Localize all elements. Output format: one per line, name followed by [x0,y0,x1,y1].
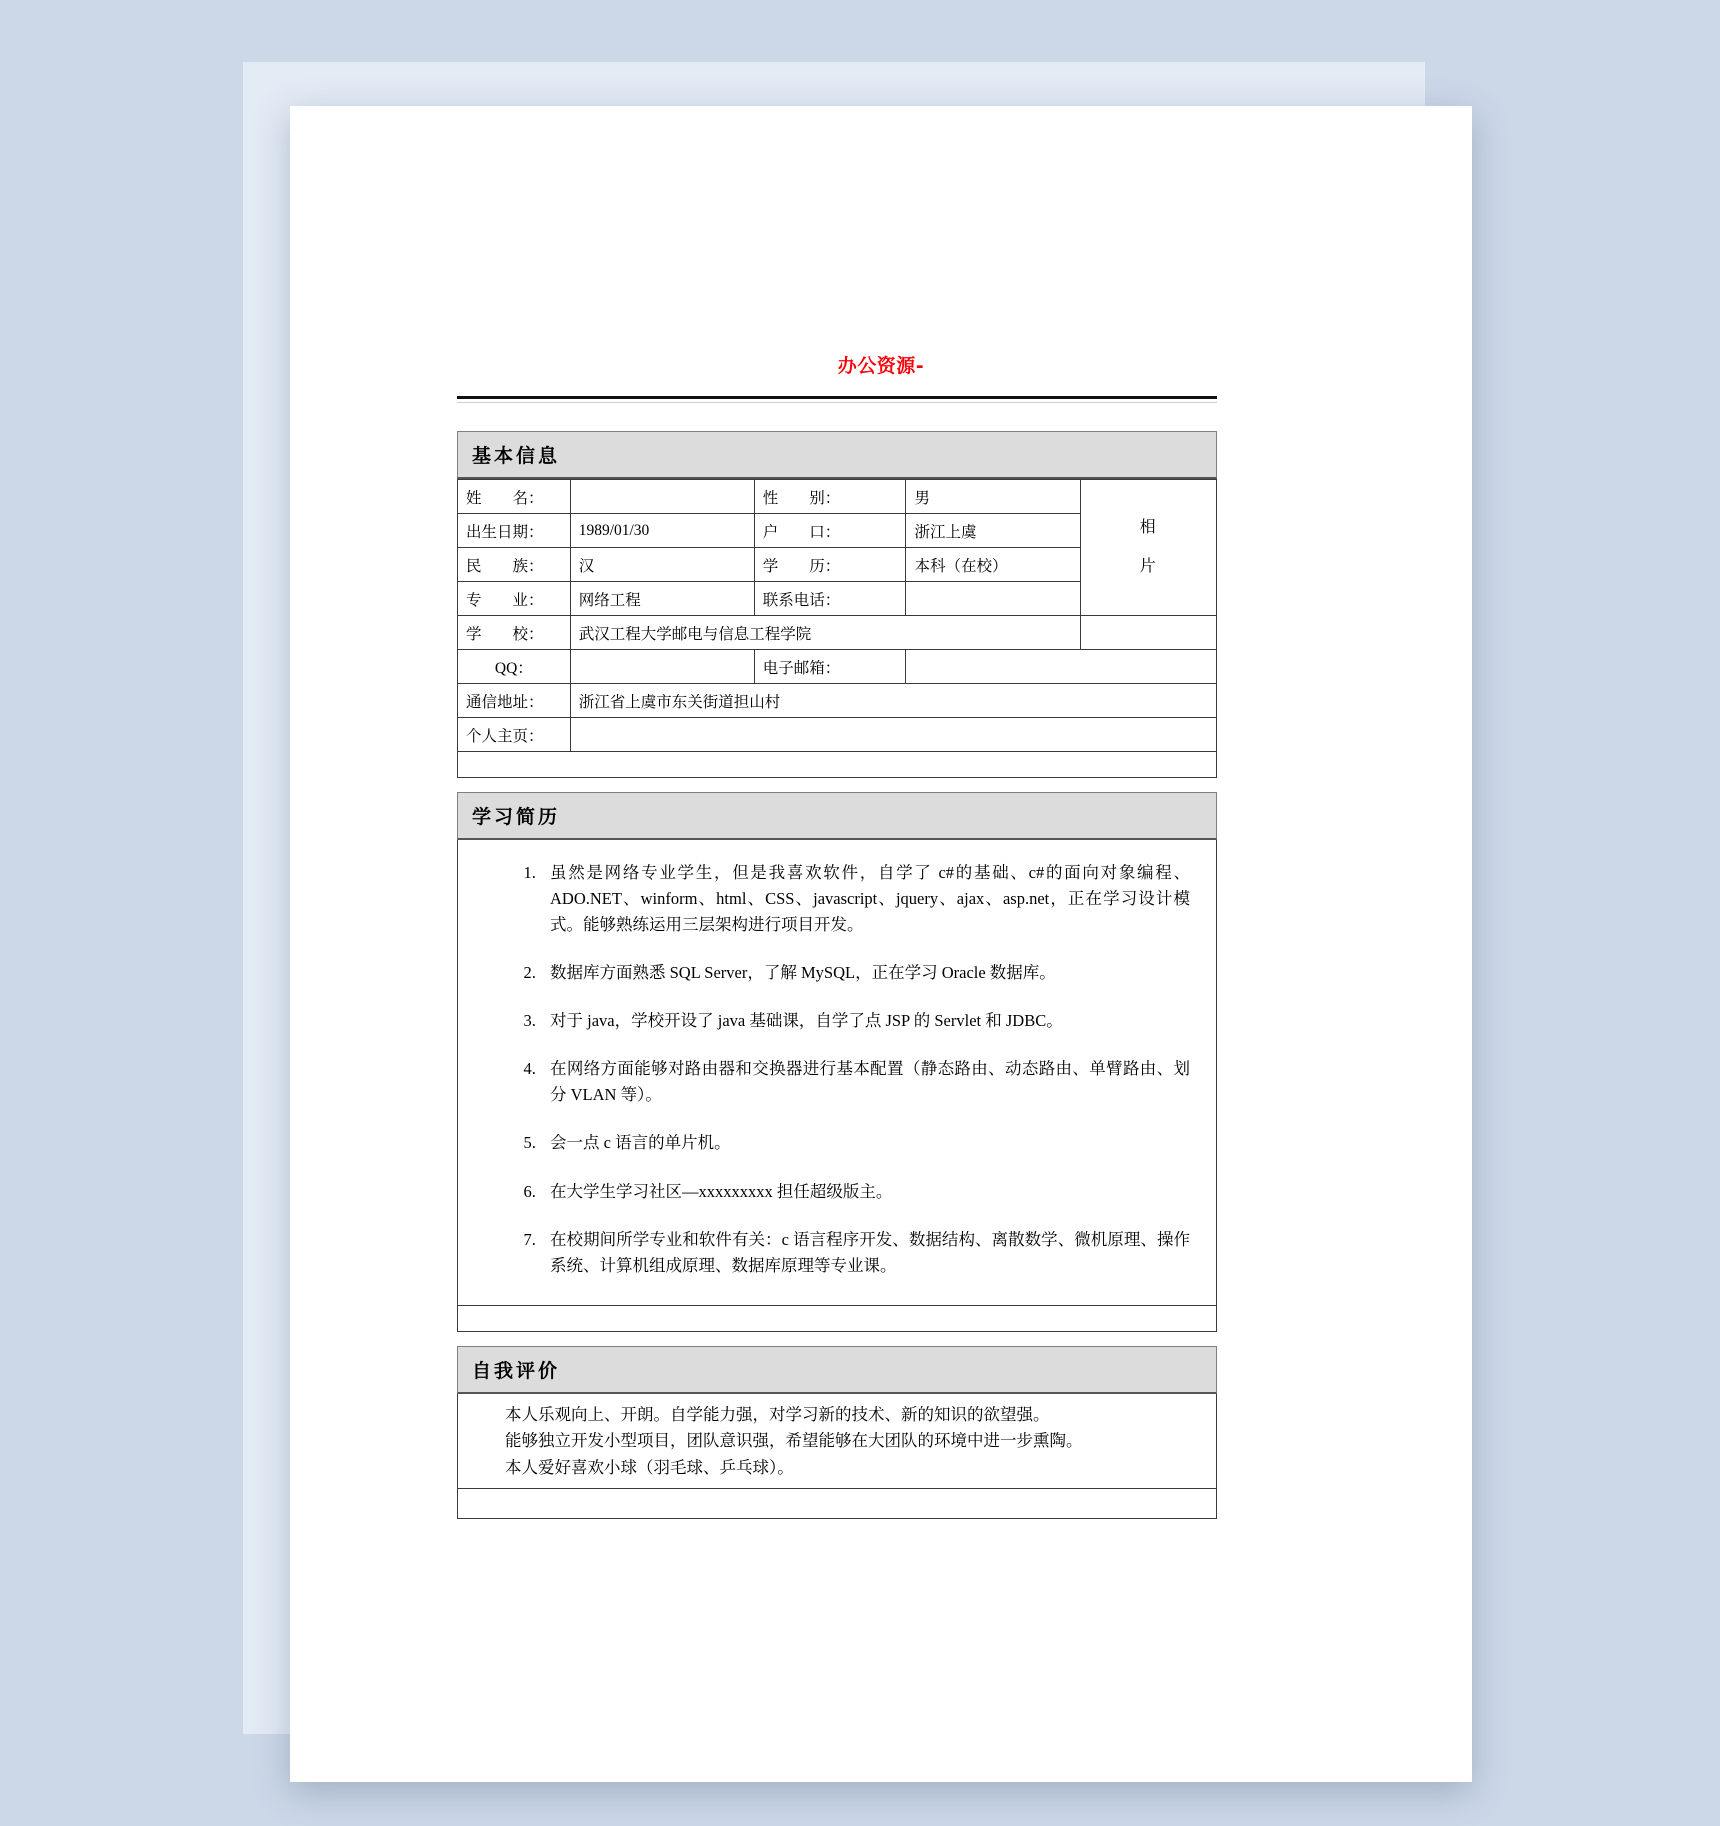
photo-cell-bottom [1081,616,1217,650]
basic-info-table [457,479,1217,752]
field-label-address [458,684,571,718]
field-value-ethnicity[interactable]: 汉 [570,548,754,582]
label-text: 个人主页： [466,727,544,745]
table-row [458,650,1217,684]
list-item: 3. 对于 java，学校开设了 java 基础课，自学了点 JSP 的 Servlet 和 JDBC。 [540,1008,1190,1034]
label-text: 出生日期： [466,523,544,541]
table-row [458,718,1217,752]
label-text: 通信地址： [466,693,544,711]
field-value-name[interactable] [570,480,754,514]
label-text: 户 口： [762,523,841,541]
header-rule-thick [457,396,1217,399]
list-item: 1. 虽然是网络专业学生，但是我喜欢软件，自学了 c#的基础、c#的面向对象编程、ADO.NET、winform、html、CSS、javascript、jquery、ajax、asp.net，正在学习设计模式。能够熟练运用三层架构进行项目开发。 [540,860,1190,938]
section-gap-2 [457,1332,1217,1346]
study-resume-list [468,860,1206,1279]
field-label-phone [754,582,906,616]
field-value-email[interactable] [906,650,1217,684]
study-resume-spacer-row [457,1306,1217,1332]
header-rule-thin [457,402,1217,403]
field-value-qq[interactable] [570,650,754,684]
label-text: 性 别： [762,489,841,507]
study-resume-box [457,840,1217,1306]
section-title-self-evaluation: 自我评价 [472,1359,561,1382]
field-value-homepage[interactable] [570,718,1216,752]
field-label-birthdate [458,514,571,548]
section-header-self-evaluation [457,1346,1217,1394]
self-evaluation-spacer-row [457,1489,1217,1519]
section-title-basic-info: 基本信息 [472,445,561,467]
brand-watermark: 办公资源- [837,355,925,377]
list-item: 6. 在大学生学习社区—xxxxxxxxx 担任超级版主。 [540,1179,1190,1205]
field-label-school [458,616,571,650]
photo-label-line1: 相 [1139,519,1158,537]
table-row [458,684,1217,718]
field-label-household [754,514,906,548]
list-item: 5. 会一点 c 语言的单片机。 [540,1130,1190,1156]
self-evaluation-box [457,1394,1217,1489]
label-text: 专 业： [466,591,544,609]
document-body [457,431,1217,1519]
field-value-household[interactable]: 浙江上虞 [906,514,1081,548]
section-title-study-resume: 学习简历 [472,806,561,828]
label-text: 学 校： [466,625,544,643]
self-evaluation-paragraph: 能够独立开发小型项目，团队意识强，希望能够在大团队的环境中进一步熏陶。 [505,1431,1083,1451]
label-text: 民 族： [466,557,544,575]
field-label-name [458,480,571,514]
list-item: 7. 在校期间所学专业和软件有关：c 语言程序开发、数据结构、离散数学、微机原理、操作系统、计算机组成原理、数据库原理等专业课。 [540,1227,1190,1279]
field-label-ethnicity [458,548,571,582]
field-value-birthdate[interactable]: 1989/01/30 [570,514,754,548]
field-value-address[interactable]: 浙江省上虞市东关街道担山村 [570,684,1216,718]
field-label-email [754,650,906,684]
table-row [458,480,1217,514]
field-label-major [458,582,571,616]
basic-info-spacer-row [457,752,1217,778]
list-item: 4. 在网络方面能够对路由器和交换器进行基本配置（静态路由、动态路由、单臂路由、划分 VLAN 等）。 [540,1056,1190,1108]
table-row [458,616,1217,650]
section-header-study-resume [457,792,1217,840]
photo-label-line2: 片 [1139,557,1158,575]
field-value-major[interactable]: 网络工程 [570,582,754,616]
field-value-school[interactable]: 武汉工程大学邮电与信息工程学院 [570,616,1081,650]
list-item: 2. 数据库方面熟悉 SQL Server，了解 MySQL，正在学习 Oracle 数据库。 [540,960,1190,986]
page-content [290,106,1472,1782]
field-value-education[interactable]: 本科（在校） [906,548,1081,582]
self-evaluation-paragraph: 本人爱好喜欢小球（羽毛球、乒乓球）。 [505,1458,794,1478]
label-text: 学 历： [762,557,841,575]
section-gap-1 [457,778,1217,792]
photo-placeholder-cell[interactable] [1081,480,1217,616]
field-value-phone[interactable] [906,582,1081,616]
self-evaluation-paragraph: 本人乐观向上、开朗。自学能力强，对学习新的技术、新的知识的欲望强。 [505,1404,1050,1424]
field-label-gender [754,480,906,514]
label-text: 电子邮箱： [762,659,841,677]
field-label-homepage [458,718,571,752]
field-value-gender[interactable]: 男 [906,480,1081,514]
label-text: 联系电话： [762,591,841,609]
resume-page [290,106,1472,1782]
field-label-education [754,548,906,582]
label-text: 姓 名： [466,489,544,507]
field-label-qq: QQ： [458,650,571,684]
section-header-basic-info [457,431,1217,479]
